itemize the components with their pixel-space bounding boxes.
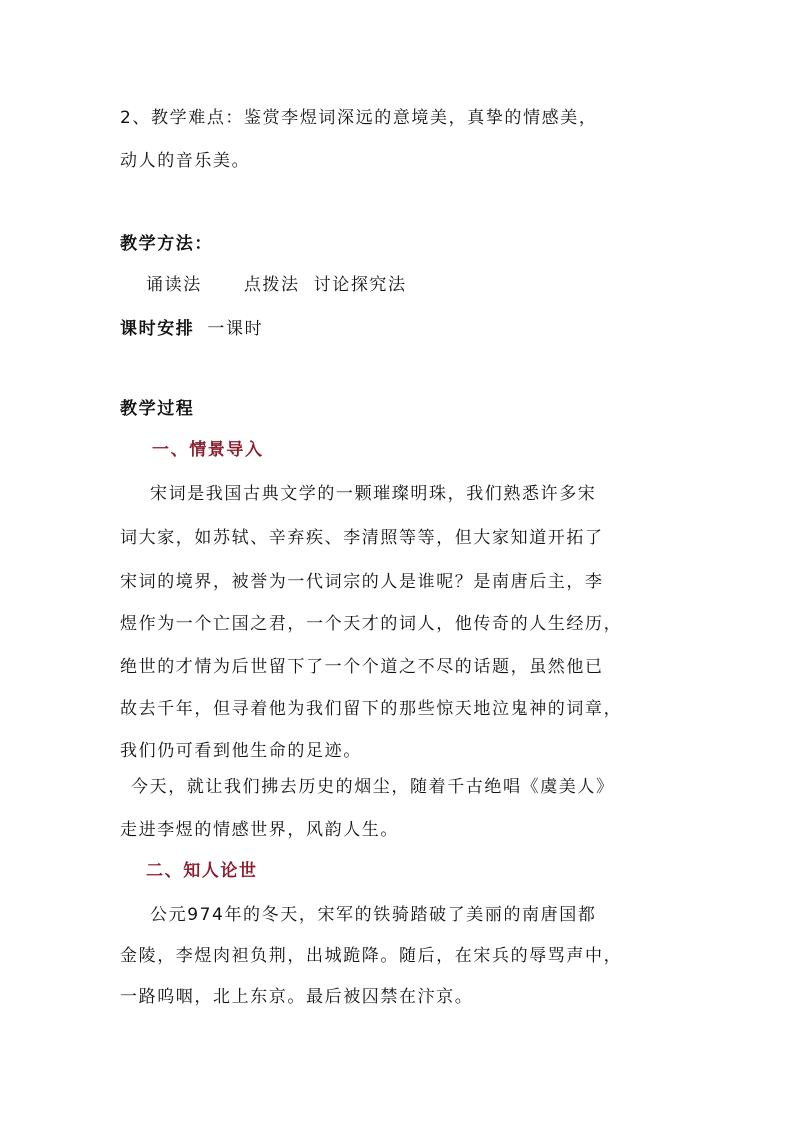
section-1-paragraph-line: 词大家，如苏轼、辛弃疾、李清照等等，但大家知道开拓了 [120, 528, 604, 548]
section-1-paragraph-line: 煜作为一个亡国之君，一个天才的词人，他传奇的人生经历， [120, 614, 623, 634]
section-1-paragraph-line: 我们仍可看到他生命的足迹。 [120, 741, 362, 761]
section-1-paragraph-line: 走进李煜的情感世界，风韵人生。 [120, 820, 399, 840]
section-2-paragraph-line: 一路呜咽，北上东京。最后被囚禁在汴京。 [120, 987, 474, 1007]
section-1-title: 一、情景导入 [152, 440, 264, 460]
section-1-paragraph-line: 宋词的境界，被誉为一代词宗的人是谁呢？是南唐后主，李 [120, 572, 604, 592]
section-2-title: 二、知人论世 [146, 861, 258, 881]
section-1-paragraph-line: 绝世的才情为后世留下了一个个道之不尽的话题，虽然他已 [120, 657, 604, 677]
schedule-label: 课时安排 [120, 319, 195, 339]
section-2-paragraph-line: 公元974年的冬天，宋军的铁骑踏破了美丽的南唐国都 [150, 905, 597, 925]
schedule-value: 一课时 [207, 319, 264, 339]
teaching-difficulty-line-1: 2、教学难点：鉴赏李煜词深远的意境美，真挚的情感美， [120, 108, 598, 128]
schedule-line [120, 318, 263, 340]
section-2-paragraph-line: 金陵，李煜肉袒负荆，出城跪降。随后，在宋兵的辱骂声中， [120, 946, 623, 966]
section-1-paragraph-line: 故去千年，但寻着他为我们留下的那些惊天地泣鬼神的词章， [120, 699, 623, 719]
teaching-methods-list: 诵读法 点拨法 讨论探究法 [146, 275, 407, 295]
teaching-process-heading: 教学过程 [120, 399, 195, 419]
section-1-paragraph-line: 宋词是我国古典文学的一颗璀璨明珠，我们熟悉许多宋 [150, 484, 597, 504]
teaching-difficulty-line-2: 动人的音乐美。 [120, 151, 251, 171]
teaching-methods-heading: 教学方法： [120, 234, 213, 254]
section-1-paragraph-line: 今天，就让我们拂去历史的烟尘，随着千古绝唱《虞美人》 [131, 777, 615, 797]
